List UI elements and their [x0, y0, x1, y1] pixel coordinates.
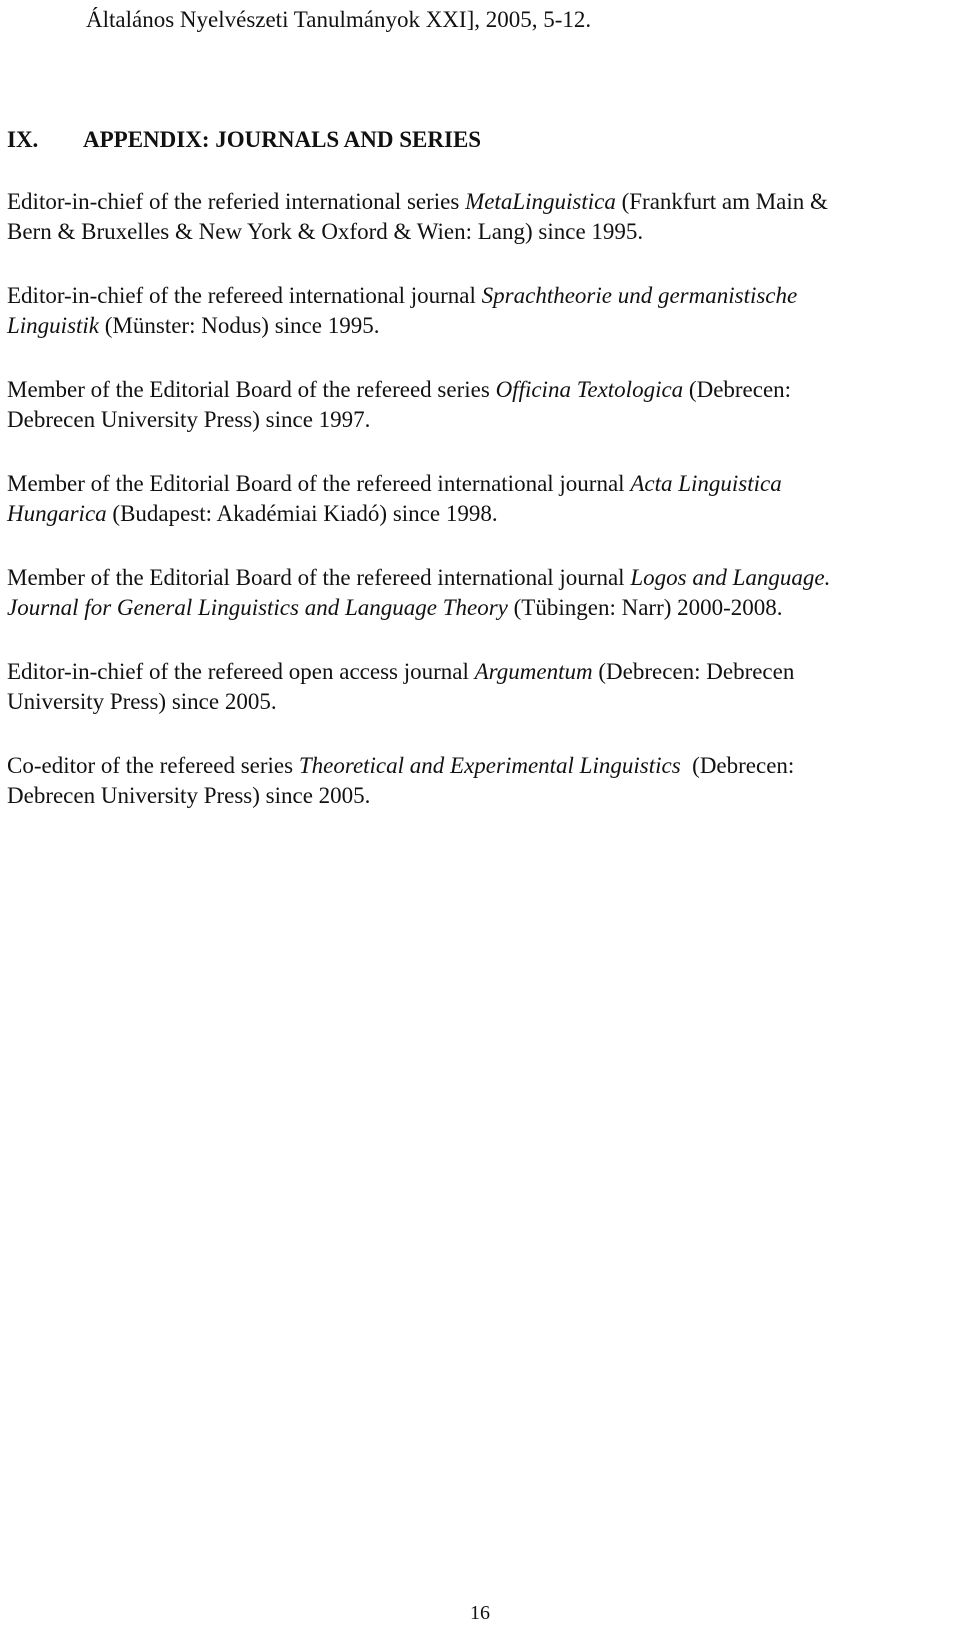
journal-title: Logos and Language.	[630, 565, 831, 590]
entry-line	[7, 751, 957, 781]
entry-line	[7, 593, 957, 623]
entry-text: (Tübingen: Narr) 2000-2008.	[507, 595, 783, 620]
entry-line	[7, 187, 957, 217]
entry-line	[7, 563, 957, 593]
entry-text: University Press) since 2005.	[7, 689, 277, 714]
entry-line	[7, 217, 957, 247]
entry-text: Editor-in-chief of the refereed international journal	[7, 283, 482, 308]
entry-text: Member of the Editorial Board of the refereed series	[7, 377, 496, 402]
entry-line	[7, 281, 957, 311]
entry-line	[7, 469, 957, 499]
running-head: Általános Nyelvészeti Tanulmányok XXI], 2005, 5-12.	[86, 7, 592, 32]
section-heading	[7, 126, 481, 154]
entry-acta-linguistica	[7, 469, 957, 529]
entry-metalinguistica	[7, 187, 957, 247]
entry-text: Member of the Editorial Board of the refereed international journal	[7, 565, 631, 590]
entry-line	[7, 781, 957, 811]
entry-line	[7, 499, 957, 529]
entry-text: (Budapest: Akadémiai Kiadó) since 1998.	[106, 501, 498, 526]
entry-line	[7, 311, 957, 341]
journal-title: Sprachtheorie und germanistische	[481, 283, 798, 308]
entry-officina-textologica	[7, 375, 957, 435]
journal-title: Journal for General Linguistics and Language Theory	[7, 595, 508, 620]
entry-line	[7, 375, 957, 405]
entry-text: Co-editor of the refereed series	[7, 753, 299, 778]
series-title: Officina Textologica	[495, 377, 684, 402]
page-number: 16	[470, 1602, 490, 1624]
journal-title: Acta Linguistica	[630, 471, 782, 496]
entry-text: (Debrecen:	[683, 377, 792, 402]
entry-line	[7, 405, 957, 435]
journal-title: Hungarica	[7, 501, 107, 526]
entry-theoretical-experimental	[7, 751, 957, 811]
entry-text: (Debrecen: Debrecen	[592, 659, 795, 684]
series-title: MetaLinguistica	[465, 189, 616, 214]
entry-line	[7, 657, 957, 687]
entry-text: (Debrecen:	[680, 753, 795, 778]
entry-text: (Münster: Nodus) since 1995.	[99, 313, 380, 338]
entry-text: Bern & Bruxelles & New York & Oxford & Wien: Lang) since 1995.	[7, 219, 644, 244]
entry-text: (Frankfurt am Main &	[615, 189, 828, 214]
entry-line	[7, 687, 957, 717]
entry-argumentum	[7, 657, 957, 717]
entry-sprachtheorie	[7, 281, 957, 341]
entry-text: Member of the Editorial Board of the refereed international journal	[7, 471, 631, 496]
entry-text: Debrecen University Press) since 1997.	[7, 407, 371, 432]
journal-title: Argumentum	[474, 659, 593, 684]
entry-list	[7, 187, 957, 845]
journal-title: Linguistik	[7, 313, 100, 338]
entry-text: Editor-in-chief of the referied international series	[7, 189, 466, 214]
series-title: Theoretical and Experimental Linguistics	[298, 753, 681, 778]
entry-text: Debrecen University Press) since 2005.	[7, 783, 371, 808]
section-title: APPENDIX: JOURNALS AND SERIES	[83, 127, 482, 152]
section-number: IX.	[7, 127, 39, 152]
entry-text: Editor-in-chief of the refereed open access journal	[7, 659, 475, 684]
entry-logos-and-language	[7, 563, 957, 623]
